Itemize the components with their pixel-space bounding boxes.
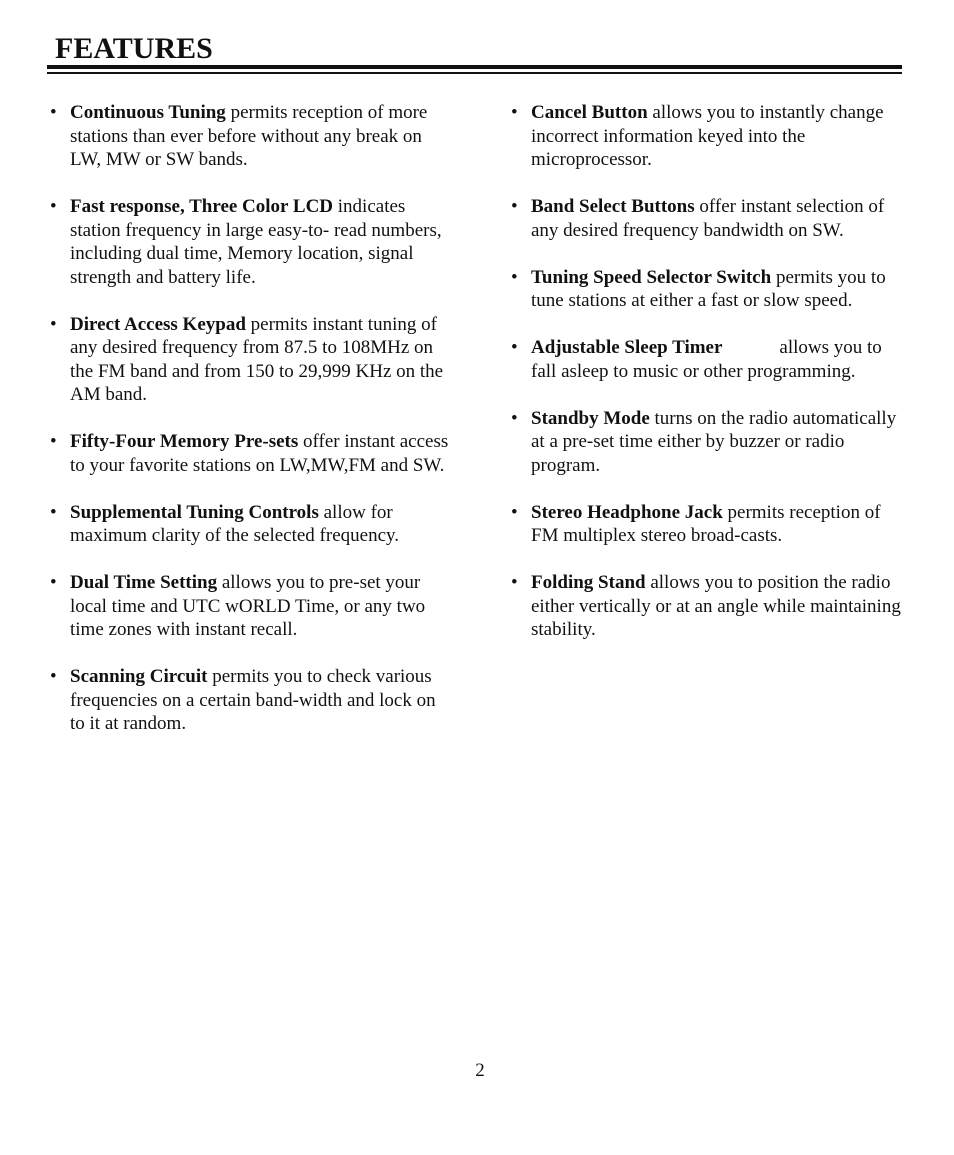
bullet-icon: • <box>50 572 57 593</box>
bullet-icon: • <box>50 196 57 217</box>
bullet-icon: • <box>50 431 57 452</box>
feature-band-select-buttons <box>511 195 911 242</box>
feature-term: Fifty-Four Memory Pre-sets <box>70 431 299 452</box>
feature-term: Standby Mode <box>531 407 650 429</box>
feature-term: Scanning Circuit <box>70 666 208 687</box>
feature-description: allows you to instantly change incorrect information keyed into the microprocessor. <box>531 102 884 170</box>
feature-term: Continuous Tuning <box>70 102 226 123</box>
features-right-column <box>511 101 911 665</box>
feature-term: Dual Time Setting <box>70 572 218 593</box>
feature-sleep-timer <box>511 336 911 383</box>
feature-description: permits you to tune stations at either a fast or slow speed. <box>531 266 886 311</box>
bullet-icon: • <box>50 313 57 335</box>
feature-folding-stand <box>511 571 911 642</box>
bullet-icon: • <box>511 266 518 288</box>
feature-dual-time-setting <box>50 571 450 642</box>
bullet-icon: • <box>50 102 57 123</box>
page-title: FEATURES <box>55 32 213 65</box>
feature-description: turns on the radio automatically at a pre-set time either by buzzer or radio program. <box>531 407 897 476</box>
feature-scanning-circuit <box>50 665 450 736</box>
feature-term: Adjustable Sleep Timer <box>531 337 723 358</box>
feature-term: Stereo Headphone Jack <box>531 501 723 523</box>
feature-description: indicates station frequency in large easy-to- read numbers, including dual time, Memory location, signal strength and battery life. <box>70 196 442 288</box>
feature-description: permits instant tuning of any desired frequency from 87.5 to 108MHz on the FM band and from 150 to 29,999 KHz on the AM band. <box>70 313 444 405</box>
bullet-icon: • <box>511 337 518 358</box>
bullet-icon: • <box>50 666 57 687</box>
bullet-icon: • <box>511 501 518 523</box>
feature-description: allows you to position the radio either vertically or at an angle while maintaining stability. <box>531 572 901 640</box>
feature-term: Fast response, Three Color LCD <box>70 196 334 217</box>
feature-standby-mode <box>511 407 911 478</box>
feature-description: allows you to fall asleep to music or other programming. <box>531 337 887 382</box>
bullet-icon: • <box>511 196 518 217</box>
title-rule-thin <box>47 72 902 74</box>
feature-supplemental-tuning <box>50 501 450 548</box>
feature-term: Band Select Buttons <box>531 196 695 217</box>
bullet-icon: • <box>511 572 518 593</box>
feature-description: allows you to pre-set your local time and UTC wORLD Time, or any two time zones with instant recall. <box>70 572 426 640</box>
feature-three-color-lcd <box>50 195 450 289</box>
features-left-column <box>50 101 450 759</box>
feature-term: Cancel Button <box>531 102 648 123</box>
feature-term: Tuning Speed Selector Switch <box>531 266 772 288</box>
feature-direct-access-keypad <box>50 313 450 407</box>
feature-description: permits you to check various frequencies on a certain band-width and lock on to it at random. <box>70 666 436 734</box>
feature-memory-presets <box>50 430 450 477</box>
page-number: 2 <box>475 1060 485 1081</box>
feature-term: Supplemental Tuning Controls <box>70 501 319 523</box>
feature-description: permits reception of FM multiplex stereo broad-casts. <box>531 501 881 546</box>
bullet-icon: • <box>511 102 518 123</box>
feature-continuous-tuning <box>50 101 450 172</box>
bullet-icon: • <box>511 407 518 429</box>
bullet-icon: • <box>50 501 57 523</box>
title-rule-thick <box>47 65 902 69</box>
feature-description: permits reception of more stations than ever before without any break on LW, MW or SW bands. <box>70 102 428 170</box>
feature-term: Folding Stand <box>531 572 646 593</box>
feature-term: Direct Access Keypad <box>70 313 246 335</box>
feature-stereo-headphone-jack <box>511 501 911 548</box>
feature-description: offer instant selection of any desired frequency bandwidth on SW. <box>531 196 885 241</box>
feature-tuning-speed-switch <box>511 266 911 313</box>
feature-cancel-button <box>511 101 911 172</box>
feature-description: allow for maximum clarity of the selected frequency. <box>70 501 400 546</box>
feature-description: offer instant access to your favorite stations on LW,MW,FM and SW. <box>70 431 449 476</box>
